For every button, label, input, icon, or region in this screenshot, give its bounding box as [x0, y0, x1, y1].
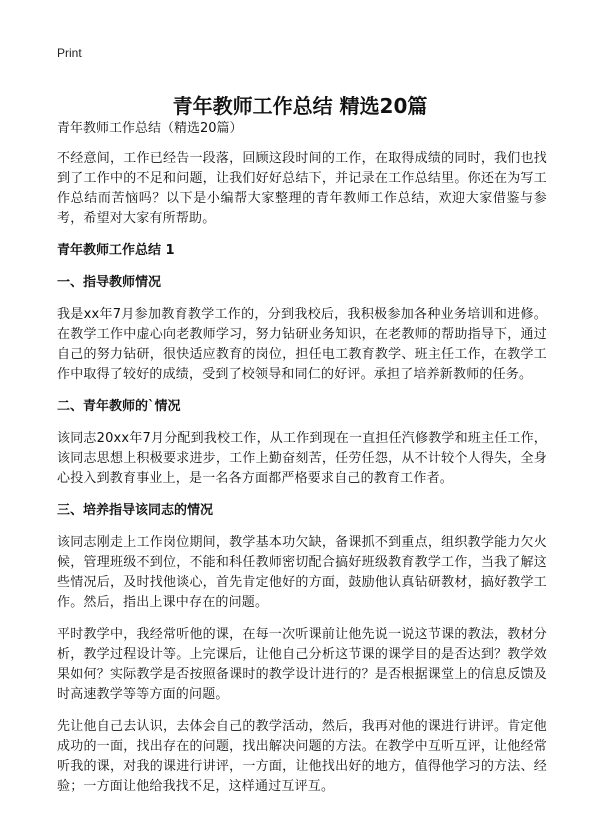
section-heading-3: 三、培养指导该同志的情况 [57, 503, 214, 518]
section-1-paragraph-1: 我是xx年7月参加教育教学工作的，分到我校后，我积极参加各种业务培训和进修。在教学工作中虚心向老教师学习，努力钻研业务知识，在老教师的帮助指导下，通过自己的努力钻研，很快适应教育的岗位，担任电工教育教学、班主任工作，在教学工作中取得了较好的成绩，受到了校领导和同仁的好评。承担了培养新教师的任务。 [57, 307, 547, 382]
article-heading: 青年教师工作总结 1 [57, 243, 175, 258]
section-3-paragraph-3: 先让他自己去认识，去体会自己的教学活动，然后，我再对他的课进行讲评。肯定他成功的一面，找出存在的问题，找出解决问题的方法。在教学中互听互评，让他经常听我的课，对我的课进行讲评，一方面，让他找出好的地方，值得他学习的方法、经验；一方面让他给我找不足，这样通过互评互。 [57, 719, 547, 794]
section-3-paragraph-2: 平时教学中，我经常听他的课，在每一次听课前让他先说一说这节课的教法，教材分析，教学过程设计等。上完课后，让他自己分析这节课的课学目的是否达到？教学效果如何？实际教学是否按照备课时的教学设计进行的？是否根据课堂上的信息反馈及时高速教学等等方面的问题。 [57, 627, 547, 702]
page-title: 青年教师工作总结 精选20篇 [172, 94, 428, 119]
document-body [57, 119, 547, 809]
section-2-paragraph-1: 该同志20xx年7月分配到我校工作，从工作到现在一直担任汽修教学和班主任工作，该同志思想上积极要求进步，工作上勤奋刻苦，任劳任怨，从不计较个人得失，全身心投入到教育事业上，是一名各方面都严格要求自己的教育工作者。 [57, 431, 548, 486]
document-subtitle: 青年教师工作总结（精选20篇） [57, 121, 243, 136]
section-heading-1: 一、指导教师情况 [57, 275, 162, 290]
section-heading-2: 二、青年教师的`情况 [57, 399, 181, 414]
intro-paragraph: 不经意间，工作已经告一段落，回顾这段时间的工作，在取得成绩的同时，我们也找到了工作中的不足和问题，让我们好好总结下，并记录在工作总结里。你还在为写工作总结而苦恼吗？以下是小编帮大家整理的青年教师工作总结，欢迎大家借鉴与参考，希望对大家有所帮助。 [57, 151, 547, 226]
section-3-paragraph-1: 该同志刚走上工作岗位期间，教学基本功欠缺，备课抓不到重点，组织教学能力欠火候，管理班级不到位，不能和科任教师密切配合搞好班级教育教学工作，当我了解这些情况后，及时找他谈心，首先肯定他好的方面，鼓励他认真钻研教材，搞好教学工作。然后，指出上课中存在的问题。 [57, 535, 547, 610]
print-label: Print [57, 46, 82, 60]
